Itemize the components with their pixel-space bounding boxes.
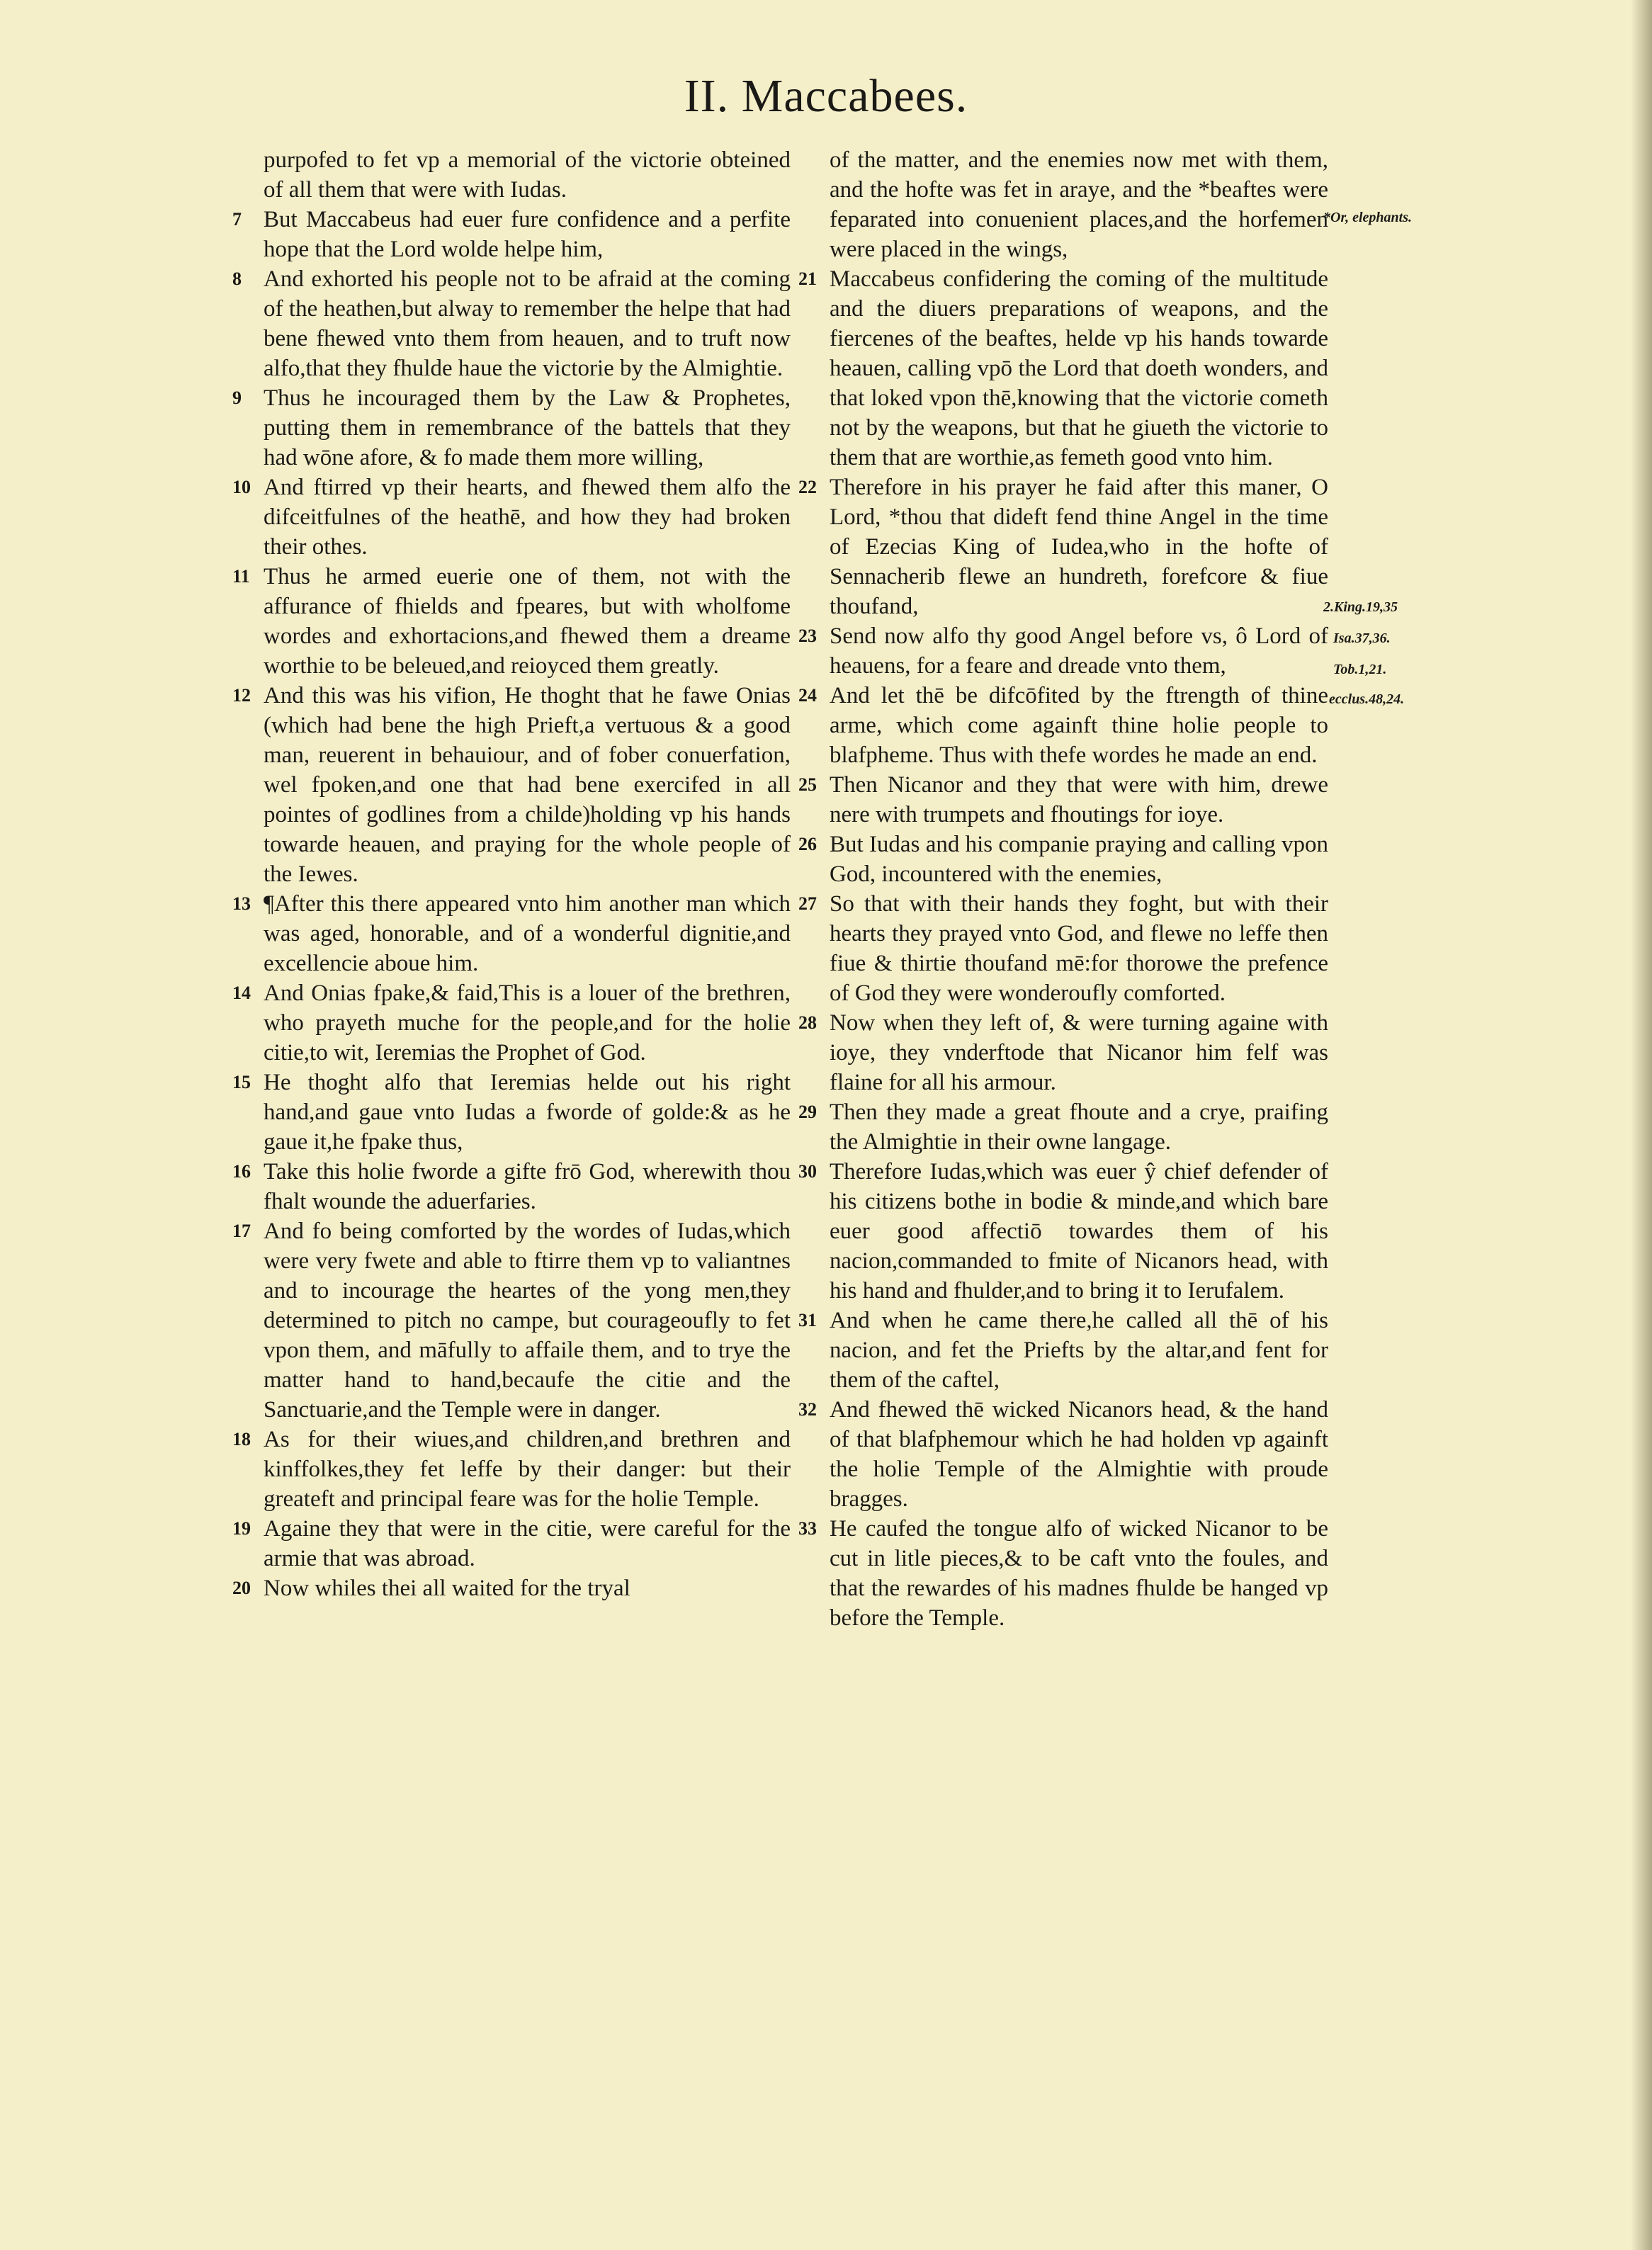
verse-text: Then Nicanor and they that were with him, drewe nere with trumpets and fhoutings for ioye. xyxy=(830,772,1328,827)
verse xyxy=(790,1097,1328,1157)
verse xyxy=(224,1573,791,1603)
verse-number: 25 xyxy=(798,774,817,795)
verse xyxy=(224,1425,791,1514)
verse xyxy=(224,205,791,264)
verse-text: Then they made a great fhoute and a crye, praifing the Almightie in their owne langage. xyxy=(830,1099,1328,1155)
verse-text: And this was his vifion, He thoght that he fawe Onias (which had bene the high Prieft,a vertuous & a good man, reuerent in behauiour, and of fober conuerfation, wel fpoken,and one that had bene exercifed in all pointes of godlines from a childe)holding vp his hands towarde heauen, and praying for the whole people of the Iewes. xyxy=(264,683,791,887)
verse-number: 20 xyxy=(232,1578,251,1598)
verse-text: He caufed the tongue alfo of wicked Nicanor to be cut in litle pieces,& to be caft vnto the foules, and that the rewardes of his madnes fhulde be hanged vp before the Temple. xyxy=(830,1516,1328,1631)
verse xyxy=(790,473,1328,621)
verse-number: 10 xyxy=(232,477,251,497)
verse-number: 27 xyxy=(798,893,817,914)
verse-text: Againe they that were in the citie, were careful for the armie that was abroad. xyxy=(264,1516,791,1571)
verse-number: 30 xyxy=(798,1161,817,1182)
verse-text: He thoght alfo that Ieremias helde out his right hand,and gaue vnto Iudas a fworde of golde:& as he gaue it,he fpake thus, xyxy=(264,1070,791,1155)
verse-text: Maccabeus confidering the coming of the multitude and the diuers preparations of weapons, and the fiercenes of the beaftes, helde vp his hands towarde heauen, calling vpō the Lord that doeth wonders, and that loked vpon thē,knowing that the victorie cometh not by the weapons, but that he giueth the victorie to them that are worthie,as femeth good vnto him. xyxy=(830,266,1328,470)
verse xyxy=(224,1514,791,1573)
verse-number: 12 xyxy=(232,685,251,706)
verse-text: Send now alfo thy good Angel before vs, ô Lord of heauens, for a feare and dreade vnto them, xyxy=(830,623,1328,679)
verse-text: And exhorted his people not to be afraid at the coming of the heathen,but alway to remember the helpe that had bene fhewed vnto them from heauen, and to truft now alfo,that they fhulde haue the victorie by the Almightie. xyxy=(264,266,791,381)
verse-text: purpofed to fet vp a memorial of the victorie obteined of all them that were with Iudas. xyxy=(264,147,791,203)
verse-text: And ftirred vp their hearts, and fhewed them alfo the difceitfulnes of the heathē, and how they had broken their othes. xyxy=(264,475,791,560)
left-column xyxy=(224,145,791,1603)
verse-number: 16 xyxy=(232,1161,251,1182)
verse-text: As for their wiues,and children,and brethren and kinffolkes,they fet leffe by their danger: but their greateft and principal feare was for the holie Temple. xyxy=(264,1427,791,1512)
verse-number: 28 xyxy=(798,1012,817,1033)
verse-text: Thus he armed euerie one of them, not with the affurance of fhields and fpeares, but with wholfome wordes and exhortacions,and fhewed them a dreame worthie to be beleued,and reioyced them greatly. xyxy=(264,564,791,679)
verse xyxy=(790,621,1328,681)
verse-text: And Onias fpake,& faid,This is a louer of the brethren, who prayeth muche for the people,and for the holie citie,to wit, Ieremias the Prophet of God. xyxy=(264,980,791,1065)
verse xyxy=(224,1068,791,1157)
verse-text: And when he came there,he called all thē of his nacion, and fet the Priefts by the altar,and fent for them of the caftel, xyxy=(830,1308,1328,1393)
verse xyxy=(224,1157,791,1216)
verse xyxy=(224,681,791,889)
verse-text: Now whiles thei all waited for the tryal xyxy=(264,1576,630,1601)
verse xyxy=(790,1008,1328,1097)
verse-number: 32 xyxy=(798,1399,817,1420)
verse-text: Now when they left of, & were turning againe with ioye, they vnderftode that Nicanor him felf was flaine for all his armour. xyxy=(830,1010,1328,1095)
verse-number: 22 xyxy=(798,477,817,497)
verse-text: But Iudas and his companie praying and calling vpon God, incountered with the enemies, xyxy=(830,832,1328,887)
verse-text: Thus he incouraged them by the Law & Prophetes, putting them in remembrance of the battels that they had wōne afore, & fo made them more willing, xyxy=(264,385,791,470)
verse xyxy=(790,1157,1328,1306)
verse-text: And let thē be difcōfited by the ftrength of thine arme, which come againft thine holie people to blafpheme. Thus with thefe wordes he made an end. xyxy=(830,683,1328,768)
verse-text: Therefore Iudas,which was euer ŷ chief defender of his citizens bothe in bodie & minde,and which bare euer good affectiō towardes them of his nacion,commanded to fmite of Nicanors head, with his hand and fhulder,and to bring it to Ierufalem. xyxy=(830,1159,1328,1304)
verse xyxy=(224,145,791,205)
verse-number: 18 xyxy=(232,1429,251,1449)
verse xyxy=(790,264,1328,473)
verse xyxy=(790,770,1328,830)
running-head: II. Maccabees. xyxy=(684,70,968,122)
verse xyxy=(224,264,791,383)
verse xyxy=(790,1514,1328,1633)
verse-number: 14 xyxy=(232,983,251,1003)
verse-text: But Maccabeus had euer fure confidence and a perfite hope that the Lord wolde helpe him, xyxy=(264,207,791,262)
verse-number: 13 xyxy=(232,893,251,914)
verse-number: 19 xyxy=(232,1518,251,1539)
verse-number: 15 xyxy=(232,1072,251,1092)
verse xyxy=(224,1216,791,1425)
verse xyxy=(224,978,791,1068)
verse-number: 29 xyxy=(798,1102,817,1122)
marginal-note: Tob.1,21. xyxy=(1333,662,1387,677)
verse xyxy=(790,681,1328,770)
right-column xyxy=(790,145,1328,1633)
verse-text: And fo being comforted by the wordes of Iudas,which were very fwete and able to ftirre them vp to valiantnes and to incourage the heartes of the yong men,they determined to pitch no campe, but courageoufly to fet vpon them, and māfully to affaile them, and to trye the matter hand to hand,becaufe the citie and the Sanctuarie,and the Temple were in danger. xyxy=(264,1219,791,1423)
marginal-note: Isa.37,36. xyxy=(1333,631,1391,646)
verse-number: 9 xyxy=(232,388,242,408)
verse xyxy=(224,473,791,562)
verse-number: 31 xyxy=(798,1310,817,1330)
verse-number: 17 xyxy=(232,1221,251,1241)
verse-text: Take this holie fworde a gifte frō God, wherewith thou fhalt wounde the aduerfaries. xyxy=(264,1159,791,1214)
verse-text: ¶After this there appeared vnto him another man which was aged, honorable, and of a wonderful dignitie,and excellencie aboue him. xyxy=(264,891,791,976)
verse xyxy=(790,145,1328,264)
verse xyxy=(224,383,791,473)
marginal-note: ecclus.48,24. xyxy=(1329,691,1405,707)
verse-text: of the matter, and the enemies now met with them, and the hofte was fet in araye, and the *beaftes were feparated into conuenient places,and the horfemen were placed in the wings, xyxy=(830,147,1328,262)
verse xyxy=(790,1306,1328,1395)
verse-number: 8 xyxy=(232,268,242,289)
verse-number: 7 xyxy=(232,209,242,230)
verse xyxy=(790,1395,1328,1514)
marginal-note: 2.King.19,35 xyxy=(1323,599,1398,615)
verse-text: Therefore in his prayer he faid after this maner, O Lord, *thou that dideft fend thine Angel in the time of Ezecias King of Iudea,who in the hofte of Sennacherib flewe an hundreth, forefcore & fiue thoufand, xyxy=(830,475,1328,619)
verse-number: 33 xyxy=(798,1518,817,1539)
verse-text: So that with their hands they foght, but with their hearts they prayed vnto God, and flewe no leffe then fiue & thirtie thoufand mē:for thorowe the prefence of God they were wonderoufly comforted. xyxy=(830,891,1328,1006)
page-edge-shadow xyxy=(1631,0,1652,2250)
verse xyxy=(790,830,1328,889)
verse-text: And fhewed thē wicked Nicanors head, & the hand of that blafphemour which he had holden vp againft the holie Temple of the Almightie with proude bragges. xyxy=(830,1397,1328,1512)
verse xyxy=(224,562,791,681)
verse-number: 11 xyxy=(232,566,250,587)
verse-number: 23 xyxy=(798,626,817,646)
verse xyxy=(224,889,791,978)
verse-number: 26 xyxy=(798,834,817,854)
verse xyxy=(790,889,1328,1008)
marginal-note: *Or, elephants. xyxy=(1323,210,1413,225)
verse-number: 21 xyxy=(798,268,817,289)
verse-number: 24 xyxy=(798,685,817,706)
